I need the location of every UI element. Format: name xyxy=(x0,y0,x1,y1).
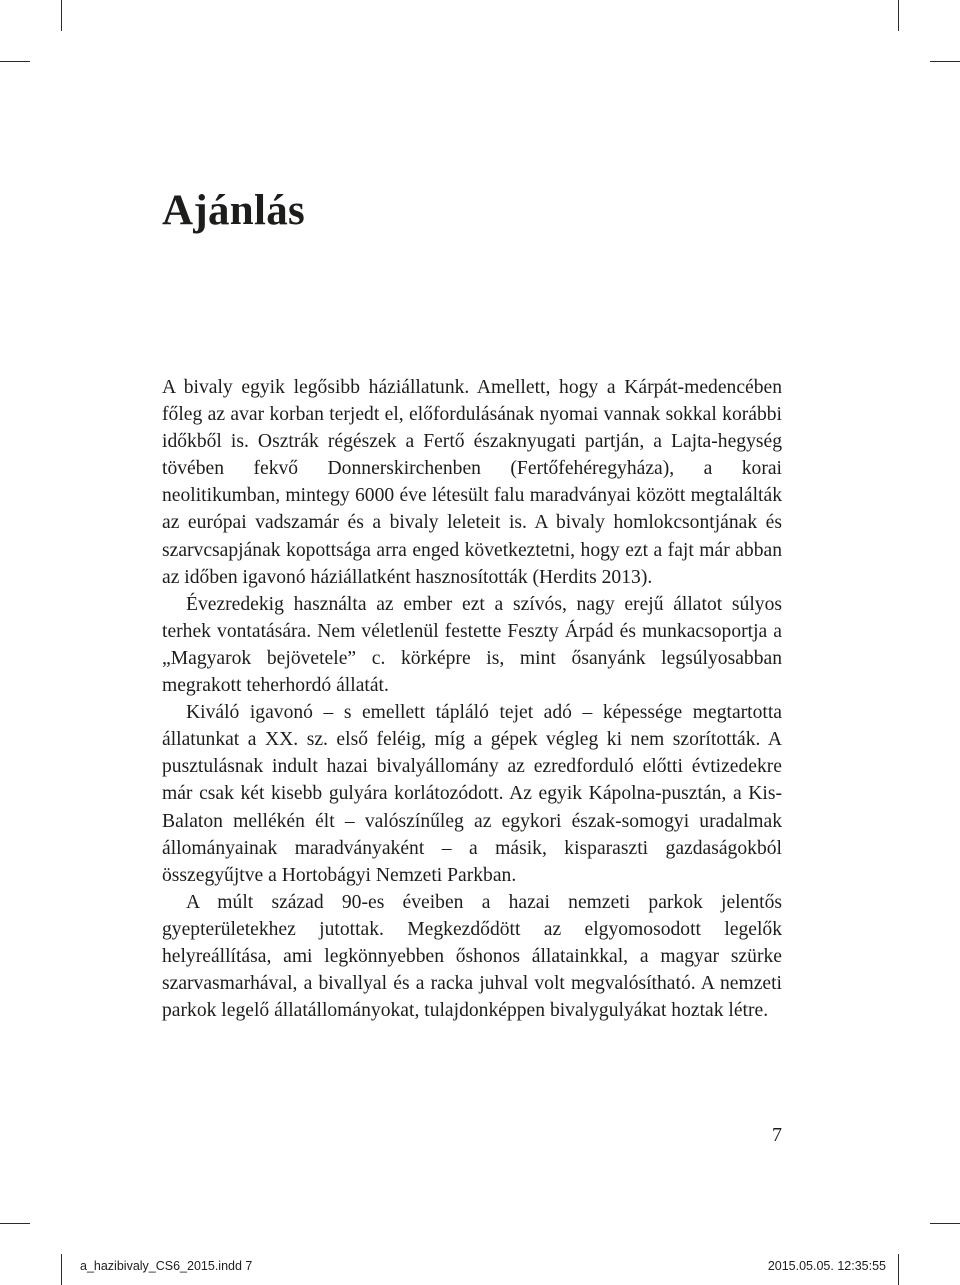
crop-mark-top-right-horizontal xyxy=(930,61,960,62)
paragraph-2: Évezredekig használta az ember ezt a szívós, nagy erejű állatot súlyos terhek vontatására. Nem véletlenül festette Feszty Árpád és munkacsoportja a „Magyarok bejövetele” c. körképre is, mint ősanyánk legsúlyosabban megrakott teherhordó állatát. xyxy=(162,593,782,697)
crop-mark-top-left-horizontal xyxy=(0,61,30,62)
crop-mark-top-right xyxy=(898,0,899,31)
crop-mark-bottom-right-horizontal xyxy=(930,1223,960,1224)
crop-mark-top-left xyxy=(61,0,62,31)
crop-mark-bottom-left-horizontal xyxy=(0,1223,30,1224)
crop-mark-bottom-left xyxy=(61,1254,62,1285)
paragraph-1: A bivaly egyik legősibb háziállatunk. Amellett, hogy a Kárpát-medencében főleg az avar korban terjedt el, előfordulásának nyomai vannak sokkal korábbi időkből is. Osztrák régészek a Fertő északnyugati partján, a Lajta-hegység tövében fekvő Donnerskirchenben (Fertőfehéregyháza), a korai neolitikumban, mintegy 6000 éve létesült falu maradványai között megtalálták az európai vadszamár és a bivaly leleteit is. A bivaly homlokcsontjának és szarvcsapjának kopottsága arra enged következtetni, hogy ezt a fajt már abban az időben igavonó háziállatként hasznosították (Herdits 2013). xyxy=(162,377,782,588)
paragraph-3: Kiváló igavonó – s emellett tápláló tejet adó – képessége megtartotta állatunkat a XX. sz. első feléig, míg a gépek végleg ki nem szorították. A pusztulásnak indult hazai bivalyállomány az ezredforduló előtti évtizedekre már csak két kisebb gulyára korlátozódott. Az egyik Kápolna-pusztán, a Kis-Balaton mellékén élt – valószínűleg az egykori észak-somogyi uradalmak állományainak maradványaként – a másik, kisparaszti gazdaságokból összegyűjtve a Hortobágyi Nemzeti Parkban. xyxy=(162,702,782,886)
crop-mark-bottom-right xyxy=(898,1254,899,1285)
slug-timestamp: 2015.05.05. 12:35:55 xyxy=(767,1259,886,1273)
page-number: 7 xyxy=(772,1124,782,1146)
body-text xyxy=(162,374,782,1024)
paragraph-4: A múlt század 90-es éveiben a hazai nemzeti parkok jelentős gyepterületekhez jutottak. Megkezdődött az elgyomosodott legelők helyreállítása, ami legkönnyebben őshonos állatainkkal, a magyar szürke szarvasmarhával, a bivallyal és a racka juhval volt megvalósítható. A nemzeti parkok legelő állatállományokat, tulajdonképpen bivalygulyákat hoztak létre. xyxy=(162,891,782,1022)
chapter-title: Ajánlás xyxy=(162,187,306,234)
slug-file-name: a_hazibivaly_CS6_2015.indd 7 xyxy=(80,1259,253,1273)
